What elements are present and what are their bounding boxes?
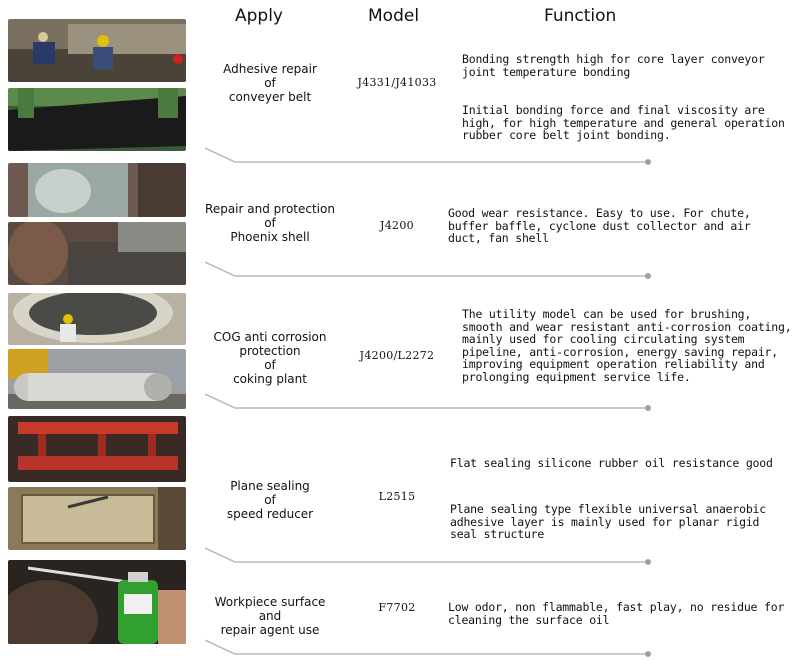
apply-line: COG anti corrosion (213, 330, 327, 344)
apply-conveyor-belt (195, 62, 345, 104)
apply-line: speed reducer (226, 507, 314, 521)
apply-coking-plant (195, 330, 345, 386)
shell-pipe-photo (8, 222, 186, 285)
row-divider (205, 638, 655, 658)
apply-line: Adhesive repair (223, 62, 317, 76)
apply-line: repair agent use (220, 623, 320, 637)
function-text: Flat sealing silicone rubber oil resistance good (450, 456, 773, 470)
header-model: Model (368, 6, 420, 26)
apply-line: protection (239, 344, 301, 358)
row-divider (205, 260, 655, 280)
pipe-coating-photo (8, 293, 186, 345)
apply-line: coking plant (233, 372, 307, 386)
model-speed-reducer: L2515 (378, 490, 416, 503)
apply-phoenix-shell (195, 202, 345, 244)
model-workpiece-surface: F7702 (378, 601, 416, 614)
function-text: Initial bonding force and final viscosity are high, for high temperature and general operation rubber core belt joint bonding. (462, 103, 785, 142)
apply-line: Plane sealing (230, 479, 310, 493)
model-conveyor-belt: J4331/J41033 (357, 76, 437, 89)
shell-interior-photo (8, 163, 186, 217)
apply-line: of (264, 76, 276, 90)
conveyor-workers-photo (8, 19, 186, 82)
apply-line: Workpiece surface (214, 595, 326, 609)
plant-pipeline-photo (8, 349, 186, 409)
conveyor-belt-repair-photo (8, 88, 186, 151)
function-text: Low odor, non flammable, fast play, no residue for cleaning the surface oil (448, 600, 785, 627)
function-text: Bonding strength high for core layer conveyor joint temperature bonding (462, 52, 765, 79)
apply-line: Repair and protection (205, 202, 335, 216)
header-function: Function (544, 6, 617, 26)
function-text: The utility model can be used for brushing, smooth and wear resistant anti-corrosion coating, mainly used for cooling circulating system pipeline, anti-corrosion, energy saving repair, improving equipment operation reliability and prolonging equipment service life. (462, 307, 792, 384)
apply-line: conveyer belt (228, 90, 312, 104)
model-coking-plant: J4200/L2272 (359, 349, 435, 362)
apply-line: and (258, 609, 282, 623)
function-text: Plane sealing type flexible universal anaerobic adhesive layer is mainly used for planar rigid seal structure (450, 502, 767, 541)
apply-line: of (264, 216, 276, 230)
apply-workpiece-surface (195, 595, 345, 637)
apply-line: Phoenix shell (230, 230, 310, 244)
apply-line: of (264, 493, 276, 507)
row-divider (205, 546, 655, 566)
reducer-cover-photo (8, 487, 186, 550)
header-apply: Apply (235, 6, 283, 26)
row-divider (205, 146, 655, 166)
apply-speed-reducer (195, 479, 345, 521)
spray-can-photo (8, 560, 186, 644)
apply-line: of (264, 358, 276, 372)
model-phoenix-shell: J4200 (380, 219, 414, 232)
row-divider (205, 392, 655, 412)
reducer-housing-photo (8, 416, 186, 482)
function-text: Good wear resistance. Easy to use. For chute, buffer baffle, cyclone dust collector and air duct, fan shell (448, 206, 751, 245)
